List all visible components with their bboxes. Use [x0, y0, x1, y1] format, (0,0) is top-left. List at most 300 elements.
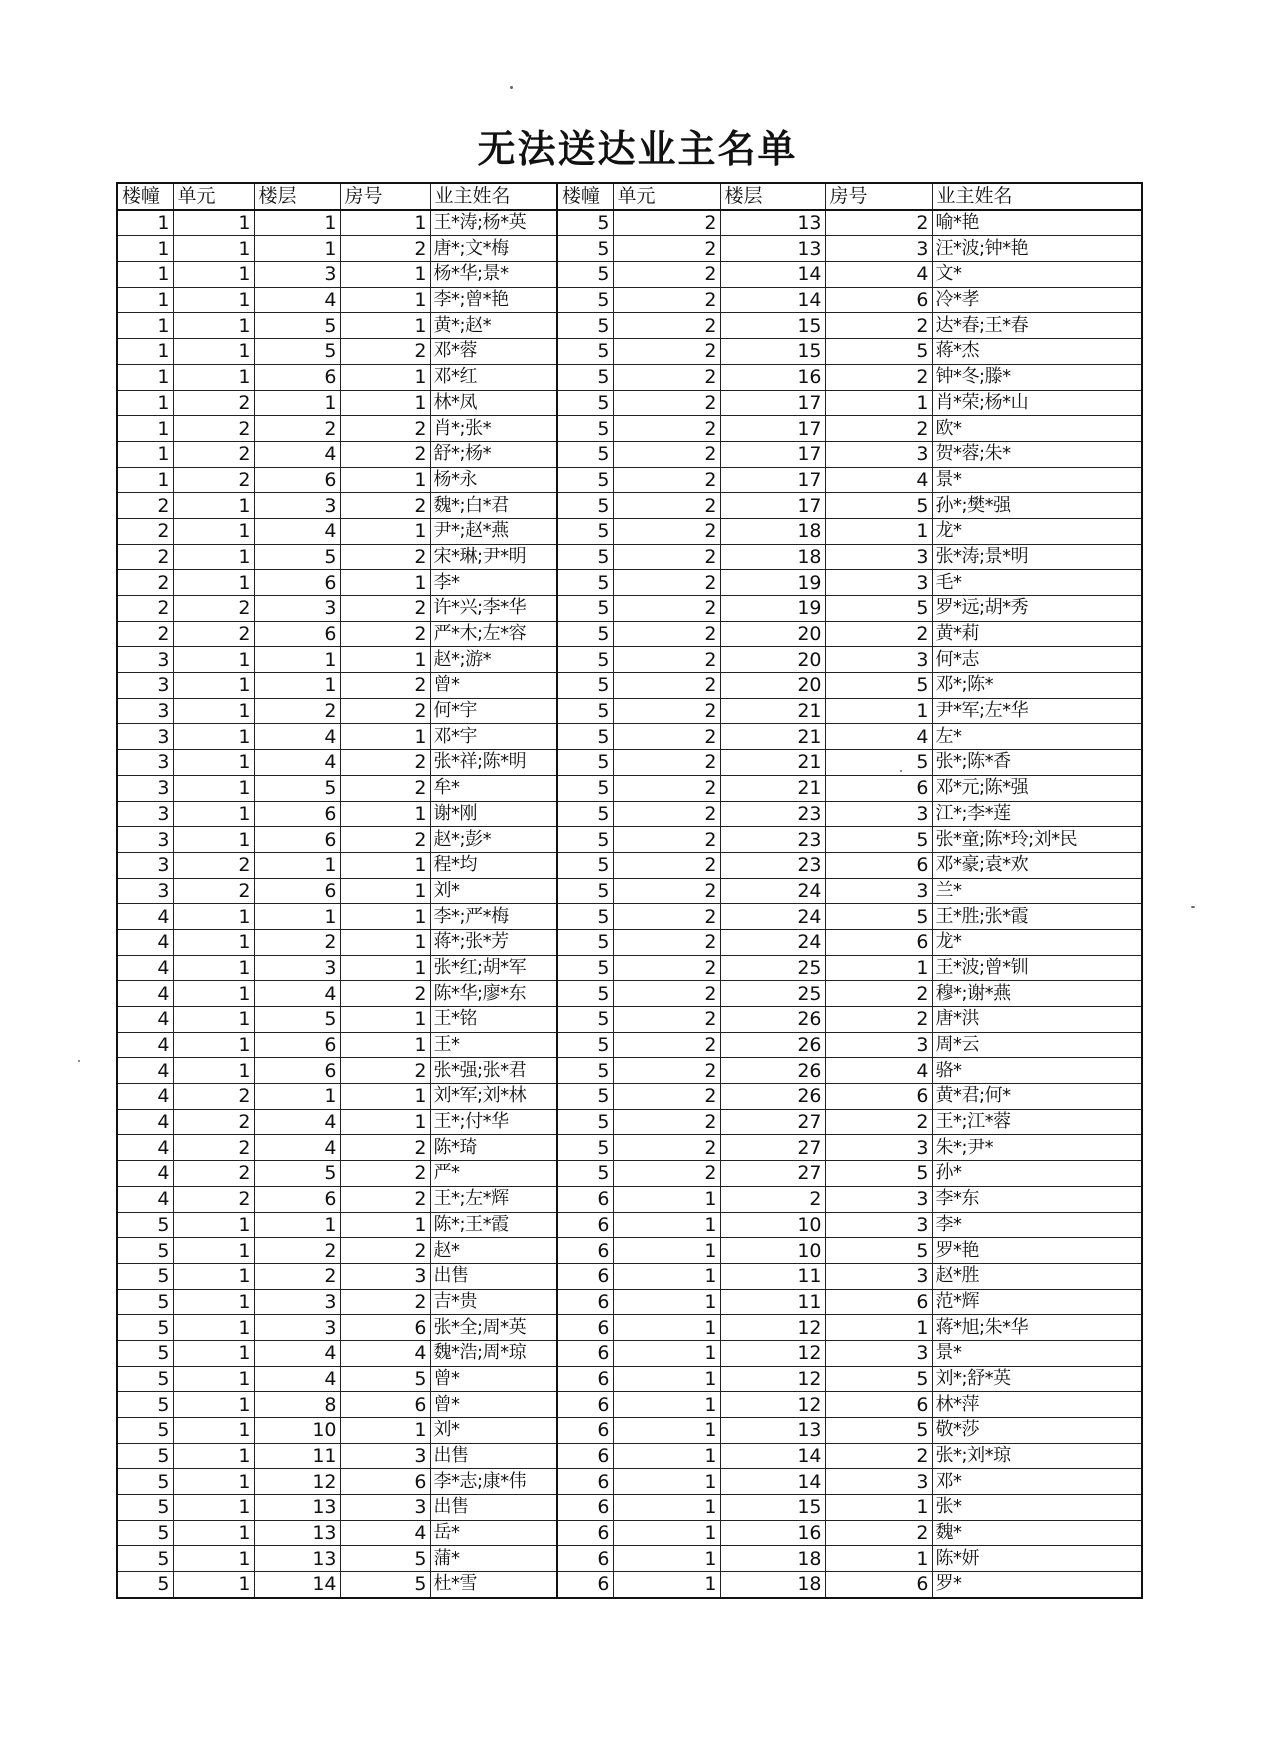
unit-cell: 2: [613, 262, 720, 288]
unit-cell: 1: [173, 1007, 254, 1033]
building-cell: 5: [557, 364, 613, 390]
room-cell: 6: [825, 852, 932, 878]
owner-name-cell: 钟*冬;滕*: [932, 364, 1142, 390]
owner-name-cell: 汪*波;钟*艳: [932, 236, 1142, 262]
floor-cell: 12: [720, 1340, 825, 1366]
unit-cell: 2: [613, 1161, 720, 1187]
room-cell: 4: [825, 467, 932, 493]
unit-cell: 2: [173, 1135, 254, 1161]
building-cell: 6: [557, 1366, 613, 1392]
unit-cell: 1: [173, 981, 254, 1007]
floor-cell: 2: [254, 929, 340, 955]
unit-cell: 2: [613, 287, 720, 313]
room-cell: 2: [825, 1007, 932, 1033]
building-cell: 5: [557, 1032, 613, 1058]
room-cell: 4: [340, 1520, 430, 1546]
room-cell: 1: [340, 801, 430, 827]
building-cell: 5: [557, 262, 613, 288]
building-cell: 4: [117, 1186, 173, 1212]
room-cell: 3: [825, 1186, 932, 1212]
unit-cell: 1: [613, 1572, 720, 1598]
unit-cell: 2: [613, 493, 720, 519]
unit-cell: 1: [173, 210, 254, 236]
building-cell: 3: [117, 827, 173, 853]
building-cell: 3: [117, 673, 173, 699]
owner-name-cell: 贺*蓉;朱*: [932, 441, 1142, 467]
room-cell: 2: [825, 1520, 932, 1546]
building-cell: 5: [557, 544, 613, 570]
room-cell: 5: [825, 493, 932, 519]
owner-name-cell: 文*: [932, 262, 1142, 288]
floor-cell: 13: [720, 1418, 825, 1444]
unit-cell: 2: [613, 339, 720, 365]
table-row: [117, 904, 1142, 930]
floor-cell: 25: [720, 981, 825, 1007]
owner-name-cell: 张*祥;陈*明: [430, 750, 557, 776]
room-cell: 1: [825, 1495, 932, 1521]
room-cell: 5: [825, 750, 932, 776]
floor-cell: 6: [254, 1058, 340, 1084]
table-row: [117, 1084, 1142, 1110]
room-cell: 1: [340, 1109, 430, 1135]
table-header-row: [117, 183, 1142, 210]
room-cell: 6: [825, 775, 932, 801]
owner-name-cell: 赵*;彭*: [430, 827, 557, 853]
unit-cell: 2: [613, 904, 720, 930]
building-cell: 6: [557, 1495, 613, 1521]
building-cell: 2: [117, 518, 173, 544]
room-cell: 1: [825, 390, 932, 416]
floor-cell: 17: [720, 416, 825, 442]
owner-name-cell: 周*云: [932, 1032, 1142, 1058]
table-row: [117, 493, 1142, 519]
owner-name-cell: 邓*豪;袁*欢: [932, 852, 1142, 878]
floor-cell: 11: [720, 1263, 825, 1289]
unit-cell: 1: [173, 801, 254, 827]
owner-name-cell: 景*: [932, 1340, 1142, 1366]
unit-cell: 2: [613, 1032, 720, 1058]
floor-cell: 17: [720, 467, 825, 493]
table-row: [117, 621, 1142, 647]
unit-cell: 2: [613, 1109, 720, 1135]
building-cell: 6: [557, 1315, 613, 1341]
owner-name-cell: 林*凤: [430, 390, 557, 416]
floor-cell: 4: [254, 518, 340, 544]
table-row: [117, 1186, 1142, 1212]
owner-name-cell: 邓*元;陈*强: [932, 775, 1142, 801]
unit-cell: 2: [613, 570, 720, 596]
floor-cell: 5: [254, 544, 340, 570]
floor-cell: 13: [254, 1520, 340, 1546]
building-cell: 5: [557, 878, 613, 904]
floor-cell: 14: [720, 262, 825, 288]
unit-cell: 2: [613, 827, 720, 853]
unit-cell: 2: [173, 852, 254, 878]
building-cell: 4: [117, 1161, 173, 1187]
owner-name-cell: 张*涛;景*明: [932, 544, 1142, 570]
building-cell: 5: [557, 647, 613, 673]
table-row: [117, 1109, 1142, 1135]
room-cell: 4: [825, 724, 932, 750]
table-row: [117, 1161, 1142, 1187]
owner-name-cell: 牟*: [430, 775, 557, 801]
room-cell: 6: [825, 1289, 932, 1315]
room-cell: 6: [825, 1572, 932, 1598]
unit-cell: 1: [613, 1469, 720, 1495]
room-cell: 5: [825, 1161, 932, 1187]
floor-cell: 18: [720, 544, 825, 570]
building-cell: 1: [117, 416, 173, 442]
building-cell: 6: [557, 1392, 613, 1418]
owner-table: [116, 182, 1143, 1599]
owner-name-cell: 孙*;樊*强: [932, 493, 1142, 519]
floor-cell: 16: [720, 1520, 825, 1546]
floor-cell: 6: [254, 801, 340, 827]
building-cell: 5: [557, 287, 613, 313]
floor-cell: 1: [254, 852, 340, 878]
floor-cell: 17: [720, 441, 825, 467]
owner-name-cell: 张*强;张*君: [430, 1058, 557, 1084]
building-cell: 5: [117, 1495, 173, 1521]
building-cell: 5: [117, 1572, 173, 1598]
building-cell: 5: [557, 210, 613, 236]
unit-cell: 1: [173, 313, 254, 339]
owner-name-cell: 李*;曾*艳: [430, 287, 557, 313]
owner-name-cell: 左*: [932, 724, 1142, 750]
building-cell: 3: [117, 698, 173, 724]
floor-cell: 10: [254, 1418, 340, 1444]
unit-cell: 1: [613, 1366, 720, 1392]
room-cell: 5: [340, 1366, 430, 1392]
room-cell: 6: [825, 1084, 932, 1110]
floor-cell: 4: [254, 1135, 340, 1161]
building-cell: 4: [117, 1109, 173, 1135]
table-row: [117, 698, 1142, 724]
building-cell: 5: [557, 236, 613, 262]
room-cell: 1: [825, 1315, 932, 1341]
unit-cell: 1: [173, 1238, 254, 1264]
floor-cell: 5: [254, 1007, 340, 1033]
table-row: [117, 262, 1142, 288]
room-cell: 2: [340, 981, 430, 1007]
unit-cell: 2: [613, 364, 720, 390]
floor-cell: 20: [720, 621, 825, 647]
owner-name-cell: 兰*: [932, 878, 1142, 904]
table-row: [117, 1546, 1142, 1572]
floor-cell: 12: [720, 1392, 825, 1418]
room-cell: 6: [825, 287, 932, 313]
unit-cell: 2: [613, 929, 720, 955]
room-cell: 2: [825, 621, 932, 647]
table-row: [117, 1058, 1142, 1084]
building-cell: 6: [557, 1238, 613, 1264]
room-cell: 1: [340, 210, 430, 236]
room-cell: 3: [825, 647, 932, 673]
unit-cell: 2: [613, 1084, 720, 1110]
unit-cell: 1: [173, 724, 254, 750]
room-cell: 2: [825, 1109, 932, 1135]
room-cell: 3: [825, 441, 932, 467]
floor-cell: 14: [720, 1469, 825, 1495]
floor-cell: 6: [254, 570, 340, 596]
owner-name-cell: 王*胜;张*霞: [932, 904, 1142, 930]
floor-cell: 2: [254, 416, 340, 442]
room-cell: 2: [340, 416, 430, 442]
owner-name-cell: 孙*: [932, 1161, 1142, 1187]
building-cell: 2: [117, 544, 173, 570]
unit-cell: 2: [613, 441, 720, 467]
building-cell: 4: [117, 1084, 173, 1110]
floor-cell: 24: [720, 904, 825, 930]
floor-cell: 2: [254, 1263, 340, 1289]
owner-name-cell: 尹*军;左*华: [932, 698, 1142, 724]
floor-cell: 24: [720, 929, 825, 955]
owner-name-cell: 罗*远;胡*秀: [932, 596, 1142, 622]
building-cell: 5: [557, 904, 613, 930]
room-cell: 3: [825, 1340, 932, 1366]
table-row: [117, 287, 1142, 313]
room-cell: 3: [825, 1212, 932, 1238]
column-header: 房号: [340, 183, 430, 210]
floor-cell: 23: [720, 827, 825, 853]
unit-cell: 2: [613, 955, 720, 981]
room-cell: 4: [340, 1340, 430, 1366]
floor-cell: 13: [254, 1495, 340, 1521]
table-row: [117, 364, 1142, 390]
unit-cell: 2: [613, 1135, 720, 1161]
table-row: [117, 1007, 1142, 1033]
owner-name-cell: 谢*刚: [430, 801, 557, 827]
room-cell: 2: [340, 827, 430, 853]
building-cell: 5: [117, 1238, 173, 1264]
owner-name-cell: 欧*: [932, 416, 1142, 442]
unit-cell: 2: [613, 647, 720, 673]
table-row: [117, 801, 1142, 827]
unit-cell: 1: [173, 750, 254, 776]
building-cell: 5: [117, 1289, 173, 1315]
unit-cell: 2: [613, 518, 720, 544]
floor-cell: 18: [720, 1572, 825, 1598]
owner-name-cell: 唐*;文*梅: [430, 236, 557, 262]
floor-cell: 1: [254, 1212, 340, 1238]
floor-cell: 5: [254, 1161, 340, 1187]
unit-cell: 1: [173, 339, 254, 365]
floor-cell: 20: [720, 647, 825, 673]
unit-cell: 2: [613, 750, 720, 776]
owner-name-cell: 罗*: [932, 1572, 1142, 1598]
floor-cell: 3: [254, 1289, 340, 1315]
floor-cell: 15: [720, 1495, 825, 1521]
floor-cell: 20: [720, 673, 825, 699]
building-cell: 5: [117, 1366, 173, 1392]
floor-cell: 27: [720, 1161, 825, 1187]
unit-cell: 2: [613, 1058, 720, 1084]
room-cell: 5: [340, 1546, 430, 1572]
room-cell: 5: [825, 339, 932, 365]
unit-cell: 2: [613, 210, 720, 236]
building-cell: 5: [557, 827, 613, 853]
floor-cell: 5: [254, 775, 340, 801]
building-cell: 6: [557, 1186, 613, 1212]
room-cell: 3: [825, 1263, 932, 1289]
table-row: [117, 210, 1142, 236]
unit-cell: 1: [173, 647, 254, 673]
unit-cell: 1: [173, 955, 254, 981]
floor-cell: 6: [254, 878, 340, 904]
unit-cell: 1: [173, 544, 254, 570]
room-cell: 3: [340, 1495, 430, 1521]
building-cell: 4: [117, 981, 173, 1007]
owner-name-cell: 黄*莉: [932, 621, 1142, 647]
owner-name-cell: 王*;江*蓉: [932, 1109, 1142, 1135]
building-cell: 5: [557, 981, 613, 1007]
owner-name-cell: 张*全;周*英: [430, 1315, 557, 1341]
owner-name-cell: 魏*浩;周*琼: [430, 1340, 557, 1366]
owner-name-cell: 林*萍: [932, 1392, 1142, 1418]
room-cell: 1: [340, 1032, 430, 1058]
owner-name-cell: 杨*华;景*: [430, 262, 557, 288]
floor-cell: 6: [254, 1186, 340, 1212]
room-cell: 1: [340, 955, 430, 981]
floor-cell: 14: [720, 1443, 825, 1469]
room-cell: 2: [825, 981, 932, 1007]
floor-cell: 1: [254, 673, 340, 699]
unit-cell: 2: [613, 878, 720, 904]
room-cell: 3: [825, 236, 932, 262]
unit-cell: 2: [173, 1186, 254, 1212]
column-header: 楼幢: [557, 183, 613, 210]
unit-cell: 1: [173, 287, 254, 313]
unit-cell: 1: [173, 698, 254, 724]
building-cell: 5: [557, 621, 613, 647]
unit-cell: 1: [173, 929, 254, 955]
table-row: [117, 1263, 1142, 1289]
owner-name-cell: 蒋*;张*芳: [430, 929, 557, 955]
building-cell: 5: [557, 955, 613, 981]
floor-cell: 11: [720, 1289, 825, 1315]
building-cell: 3: [117, 724, 173, 750]
building-cell: 5: [117, 1418, 173, 1444]
table-row: [117, 467, 1142, 493]
owner-name-cell: 舒*;杨*: [430, 441, 557, 467]
building-cell: 5: [557, 750, 613, 776]
unit-cell: 1: [173, 1366, 254, 1392]
table-row: [117, 544, 1142, 570]
table-row: [117, 390, 1142, 416]
floor-cell: 5: [254, 339, 340, 365]
scan-speck: [78, 1060, 80, 1062]
unit-cell: 1: [173, 1520, 254, 1546]
unit-cell: 2: [613, 544, 720, 570]
room-cell: 1: [340, 313, 430, 339]
floor-cell: 2: [720, 1186, 825, 1212]
room-cell: 2: [340, 339, 430, 365]
table-row: [117, 1520, 1142, 1546]
owner-name-cell: 蒋*杰: [932, 339, 1142, 365]
floor-cell: 26: [720, 1058, 825, 1084]
table-row: [117, 1392, 1142, 1418]
floor-cell: 4: [254, 981, 340, 1007]
unit-cell: 1: [173, 1340, 254, 1366]
building-cell: 6: [557, 1263, 613, 1289]
owner-name-cell: 敬*莎: [932, 1418, 1142, 1444]
unit-cell: 1: [173, 1443, 254, 1469]
unit-cell: 1: [173, 1289, 254, 1315]
unit-cell: 1: [613, 1315, 720, 1341]
floor-cell: 13: [720, 236, 825, 262]
floor-cell: 15: [720, 313, 825, 339]
owner-name-cell: 邓*蓉: [430, 339, 557, 365]
room-cell: 1: [340, 1084, 430, 1110]
owner-name-cell: 出售: [430, 1443, 557, 1469]
table-row: [117, 1315, 1142, 1341]
floor-cell: 4: [254, 750, 340, 776]
floor-cell: 4: [254, 287, 340, 313]
room-cell: 2: [340, 236, 430, 262]
scan-speck: [1191, 906, 1195, 908]
building-cell: 4: [117, 929, 173, 955]
floor-cell: 14: [254, 1572, 340, 1598]
unit-cell: 1: [173, 1315, 254, 1341]
floor-cell: 3: [254, 1315, 340, 1341]
unit-cell: 1: [613, 1289, 720, 1315]
unit-cell: 1: [613, 1238, 720, 1264]
room-cell: 2: [825, 416, 932, 442]
unit-cell: 2: [613, 416, 720, 442]
floor-cell: 16: [720, 364, 825, 390]
unit-cell: 1: [173, 570, 254, 596]
owner-name-cell: 严*: [430, 1161, 557, 1187]
owner-name-cell: 张*;刘*琼: [932, 1443, 1142, 1469]
building-cell: 5: [117, 1263, 173, 1289]
unit-cell: 2: [613, 981, 720, 1007]
table-row: [117, 596, 1142, 622]
unit-cell: 2: [613, 673, 720, 699]
building-cell: 1: [117, 364, 173, 390]
table-row: [117, 236, 1142, 262]
unit-cell: 2: [613, 313, 720, 339]
unit-cell: 1: [173, 262, 254, 288]
owner-name-cell: 王*涛;杨*英: [430, 210, 557, 236]
owner-name-cell: 出售: [430, 1263, 557, 1289]
unit-cell: 2: [613, 775, 720, 801]
room-cell: 2: [340, 596, 430, 622]
floor-cell: 3: [254, 493, 340, 519]
owner-name-cell: 骆*: [932, 1058, 1142, 1084]
owner-name-cell: 李*志;康*伟: [430, 1469, 557, 1495]
room-cell: 6: [825, 929, 932, 955]
unit-cell: 1: [613, 1520, 720, 1546]
building-cell: 5: [557, 929, 613, 955]
room-cell: 1: [340, 287, 430, 313]
table-row: [117, 878, 1142, 904]
building-cell: 6: [557, 1443, 613, 1469]
room-cell: 3: [825, 1469, 932, 1495]
room-cell: 6: [340, 1392, 430, 1418]
floor-cell: 4: [254, 724, 340, 750]
building-cell: 5: [117, 1212, 173, 1238]
floor-cell: 1: [254, 1084, 340, 1110]
unit-cell: 1: [173, 1058, 254, 1084]
column-header: 楼层: [254, 183, 340, 210]
floor-cell: 6: [254, 1032, 340, 1058]
room-cell: 2: [340, 1058, 430, 1084]
unit-cell: 1: [173, 1032, 254, 1058]
unit-cell: 2: [173, 621, 254, 647]
table-row: [117, 750, 1142, 776]
owner-name-cell: 岳*: [430, 1520, 557, 1546]
building-cell: 5: [557, 596, 613, 622]
